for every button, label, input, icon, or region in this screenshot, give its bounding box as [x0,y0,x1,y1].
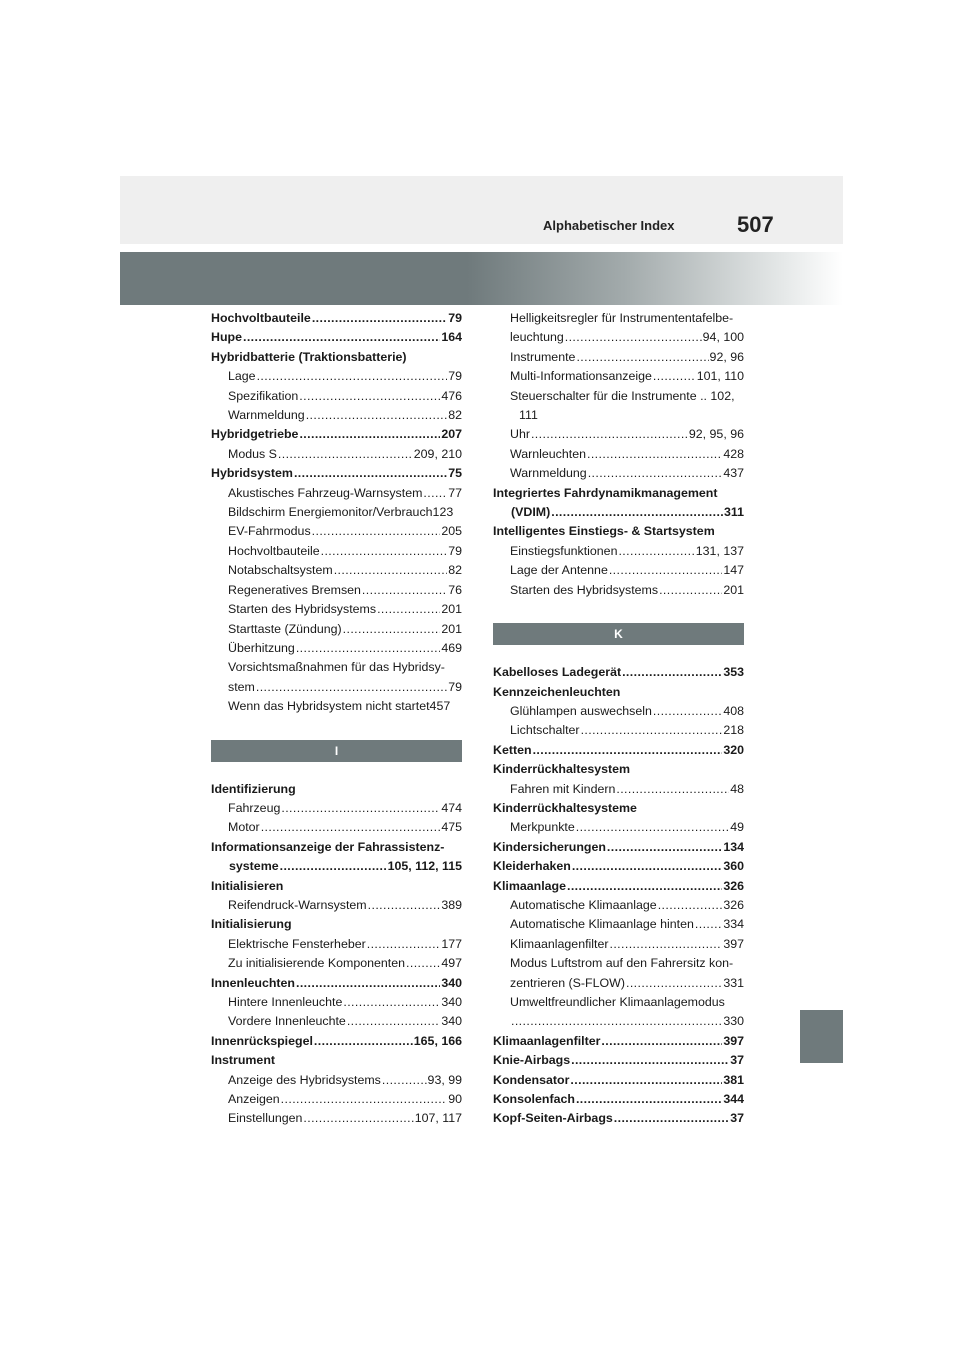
index-subentry: Merkpunkte ..... 49 [493,818,744,837]
index-subentry: Zu initialisierende Komponenten ..... 497 [211,954,462,973]
index-subentry: Akustisches Fahrzeug-Warnsystem ..... 77 [211,484,462,503]
index-subentry: Warnmeldung ..... 82 [211,406,462,425]
index-entry: Integriertes Fahrdynamikmanagement [493,485,718,500]
index-entry: Kabelloses Ladegerät ..... 353 [493,663,744,682]
index-subentry: Umweltfreundlicher Klimaanlagemodus [510,995,725,1009]
index-subentry: Vorsichtsmaßnahmen für das Hybridsy- [228,660,445,675]
index-entry: Konsolenfach ..... 344 [493,1090,744,1109]
index-subentry: Modus S ..... 209, 210 [211,445,462,464]
index-subentry: Modus Luftstrom auf den Fahrersitz kon- [510,956,734,971]
index-subentry: Einstellungen ..... 107, 117 [211,1109,462,1128]
index-subentry: Überhitzung ..... 469 [211,639,462,658]
index-subentry: Hochvoltbauteile ..... 79 [211,542,462,561]
index-subentry: Uhr ..... 92, 95, 96 [493,425,744,444]
index-subentry: Warnmeldung ..... 437 [493,464,744,483]
index-entry: Kondensator ..... 381 [493,1071,744,1090]
index-entry: Klimaanlagenfilter ..... 397 [493,1032,744,1051]
index-subentry: Hintere Innenleuchte ..... 340 [211,993,462,1012]
index-subentry-continued: ..... 330 [493,1012,744,1031]
header-bar [120,176,843,244]
index-entry: Ketten ..... 320 [493,741,744,760]
index-subentry: Steuerschalter für die Instrumente .. 102, [510,388,735,403]
index-entry: Hybridbatterie (Traktionsbatterie) [211,349,407,364]
index-subentry: Spezifikation ..... 476 [211,387,462,406]
index-subentry: Fahren mit Kindern ..... 48 [493,780,744,799]
index-subentry: Anzeige des Hybridsystems ..... 93, 99 [211,1071,462,1090]
header-gradient-band [120,252,843,305]
index-column-left [211,309,462,1129]
thumb-index-tab [800,1010,843,1063]
index-subentry: Bildschirm Energiemonitor/Verbrauch 123 [228,505,454,520]
index-subentry-continued: 111 [519,408,538,423]
index-entry: Klimaanlage ..... 326 [493,877,744,896]
index-column-right [493,309,744,1129]
index-subentry: Glühlampen auswechseln ..... 408 [493,702,744,721]
index-subentry: Elektrische Fensterheber ..... 177 [211,935,462,954]
index-entry: Kopf-Seiten-Airbags ..... 37 [493,1109,744,1128]
index-subentry: Helligkeitsregler für Instrumententafelbe- [510,311,734,325]
index-subentry: Vordere Innenleuchte ..... 340 [211,1012,462,1031]
index-entry: Hupe ..... 164 [211,328,462,347]
index-subentry: Warnleuchten ..... 428 [493,445,744,464]
index-subentry: Instrumente ..... 92, 96 [493,348,744,367]
index-entry: Kennzeichenleuchten [493,684,621,699]
index-entry: Hybridgetriebe ..... 207 [211,425,462,444]
section-header-i: I [211,740,462,762]
index-entry: Kleiderhaken ..... 360 [493,857,744,876]
index-subentry: Regeneratives Bremsen ..... 76 [211,581,462,600]
index-subentry: Wenn das Hybridsystem nicht startet 457 [228,699,451,714]
index-subentry: Motor ..... 475 [211,818,462,837]
index-entry: Kinderrückhaltesystem [493,762,631,777]
index-subentry: Lage der Antenne ..... 147 [493,561,744,580]
index-subentry: Anzeigen ..... 90 [211,1090,462,1109]
index-entry: Initialisierung [211,917,292,932]
page-number: 507 [737,212,774,237]
index-subentry: Starten des Hybridsystems ..... 201 [211,600,462,619]
index-entry: Identifizierung [211,781,296,796]
index-subentry: Starttaste (Zündung) ..... 201 [211,620,462,639]
index-subentry-continued: stem ..... 79 [211,678,462,697]
index-entry: Knie-Airbags ..... 37 [493,1051,744,1070]
header-title: Alphabetischer Index [543,218,675,233]
index-subentry: Einstiegsfunktionen ..... 131, 137 [493,542,744,561]
index-subentry: Lage ..... 79 [211,367,462,386]
index-entry: Innenrückspiegel ..... 165, 166 [211,1032,462,1051]
index-entry: Instrument [211,1053,276,1068]
index-subentry: Starten des Hybridsystems ..... 201 [493,581,744,600]
index-subentry: Lichtschalter ..... 218 [493,721,744,740]
index-subentry-continued: leuchtung ..... 94, 100 [493,328,744,347]
index-subentry: Fahrzeug ..... 474 [211,799,462,818]
index-subentry: Multi-Informationsanzeige ..... 101, 110 [493,367,744,386]
index-entry: Innenleuchten ..... 340 [211,974,462,993]
index-subentry: Klimaanlagenfilter ..... 397 [493,935,744,954]
index-entry: Hybridsystem ..... 75 [211,464,462,483]
index-subentry: EV-Fahrmodus ..... 205 [211,522,462,541]
index-subentry: Automatische Klimaanlage ..... 326 [493,896,744,915]
index-subentry: Reifendruck-Warnsystem ..... 389 [211,896,462,915]
index-entry: Intelligentes Einstiegs- & Startsystem [493,524,715,539]
index-subentry-continued: zentrieren (S-FLOW) ..... 331 [493,974,744,993]
section-header-k: K [493,623,744,645]
index-entry: Kindersicherungen ..... 134 [493,838,744,857]
index-entry: Kinderrückhaltesysteme [493,800,637,815]
index-entry: Informationsanzeige der Fahrassistenz- [211,839,445,854]
index-entry: Initialisieren [211,878,284,893]
index-subentry: Automatische Klimaanlage hinten ..... 334 [493,915,744,934]
index-subentry: Notabschaltsystem ..... 82 [211,561,462,580]
index-entry-continued: (VDIM) ..... 311 [493,503,744,522]
index-entry: Hochvoltbauteile ..... 79 [211,309,462,328]
index-entry-continued: systeme ..... 105, 112, 115 [211,857,462,876]
